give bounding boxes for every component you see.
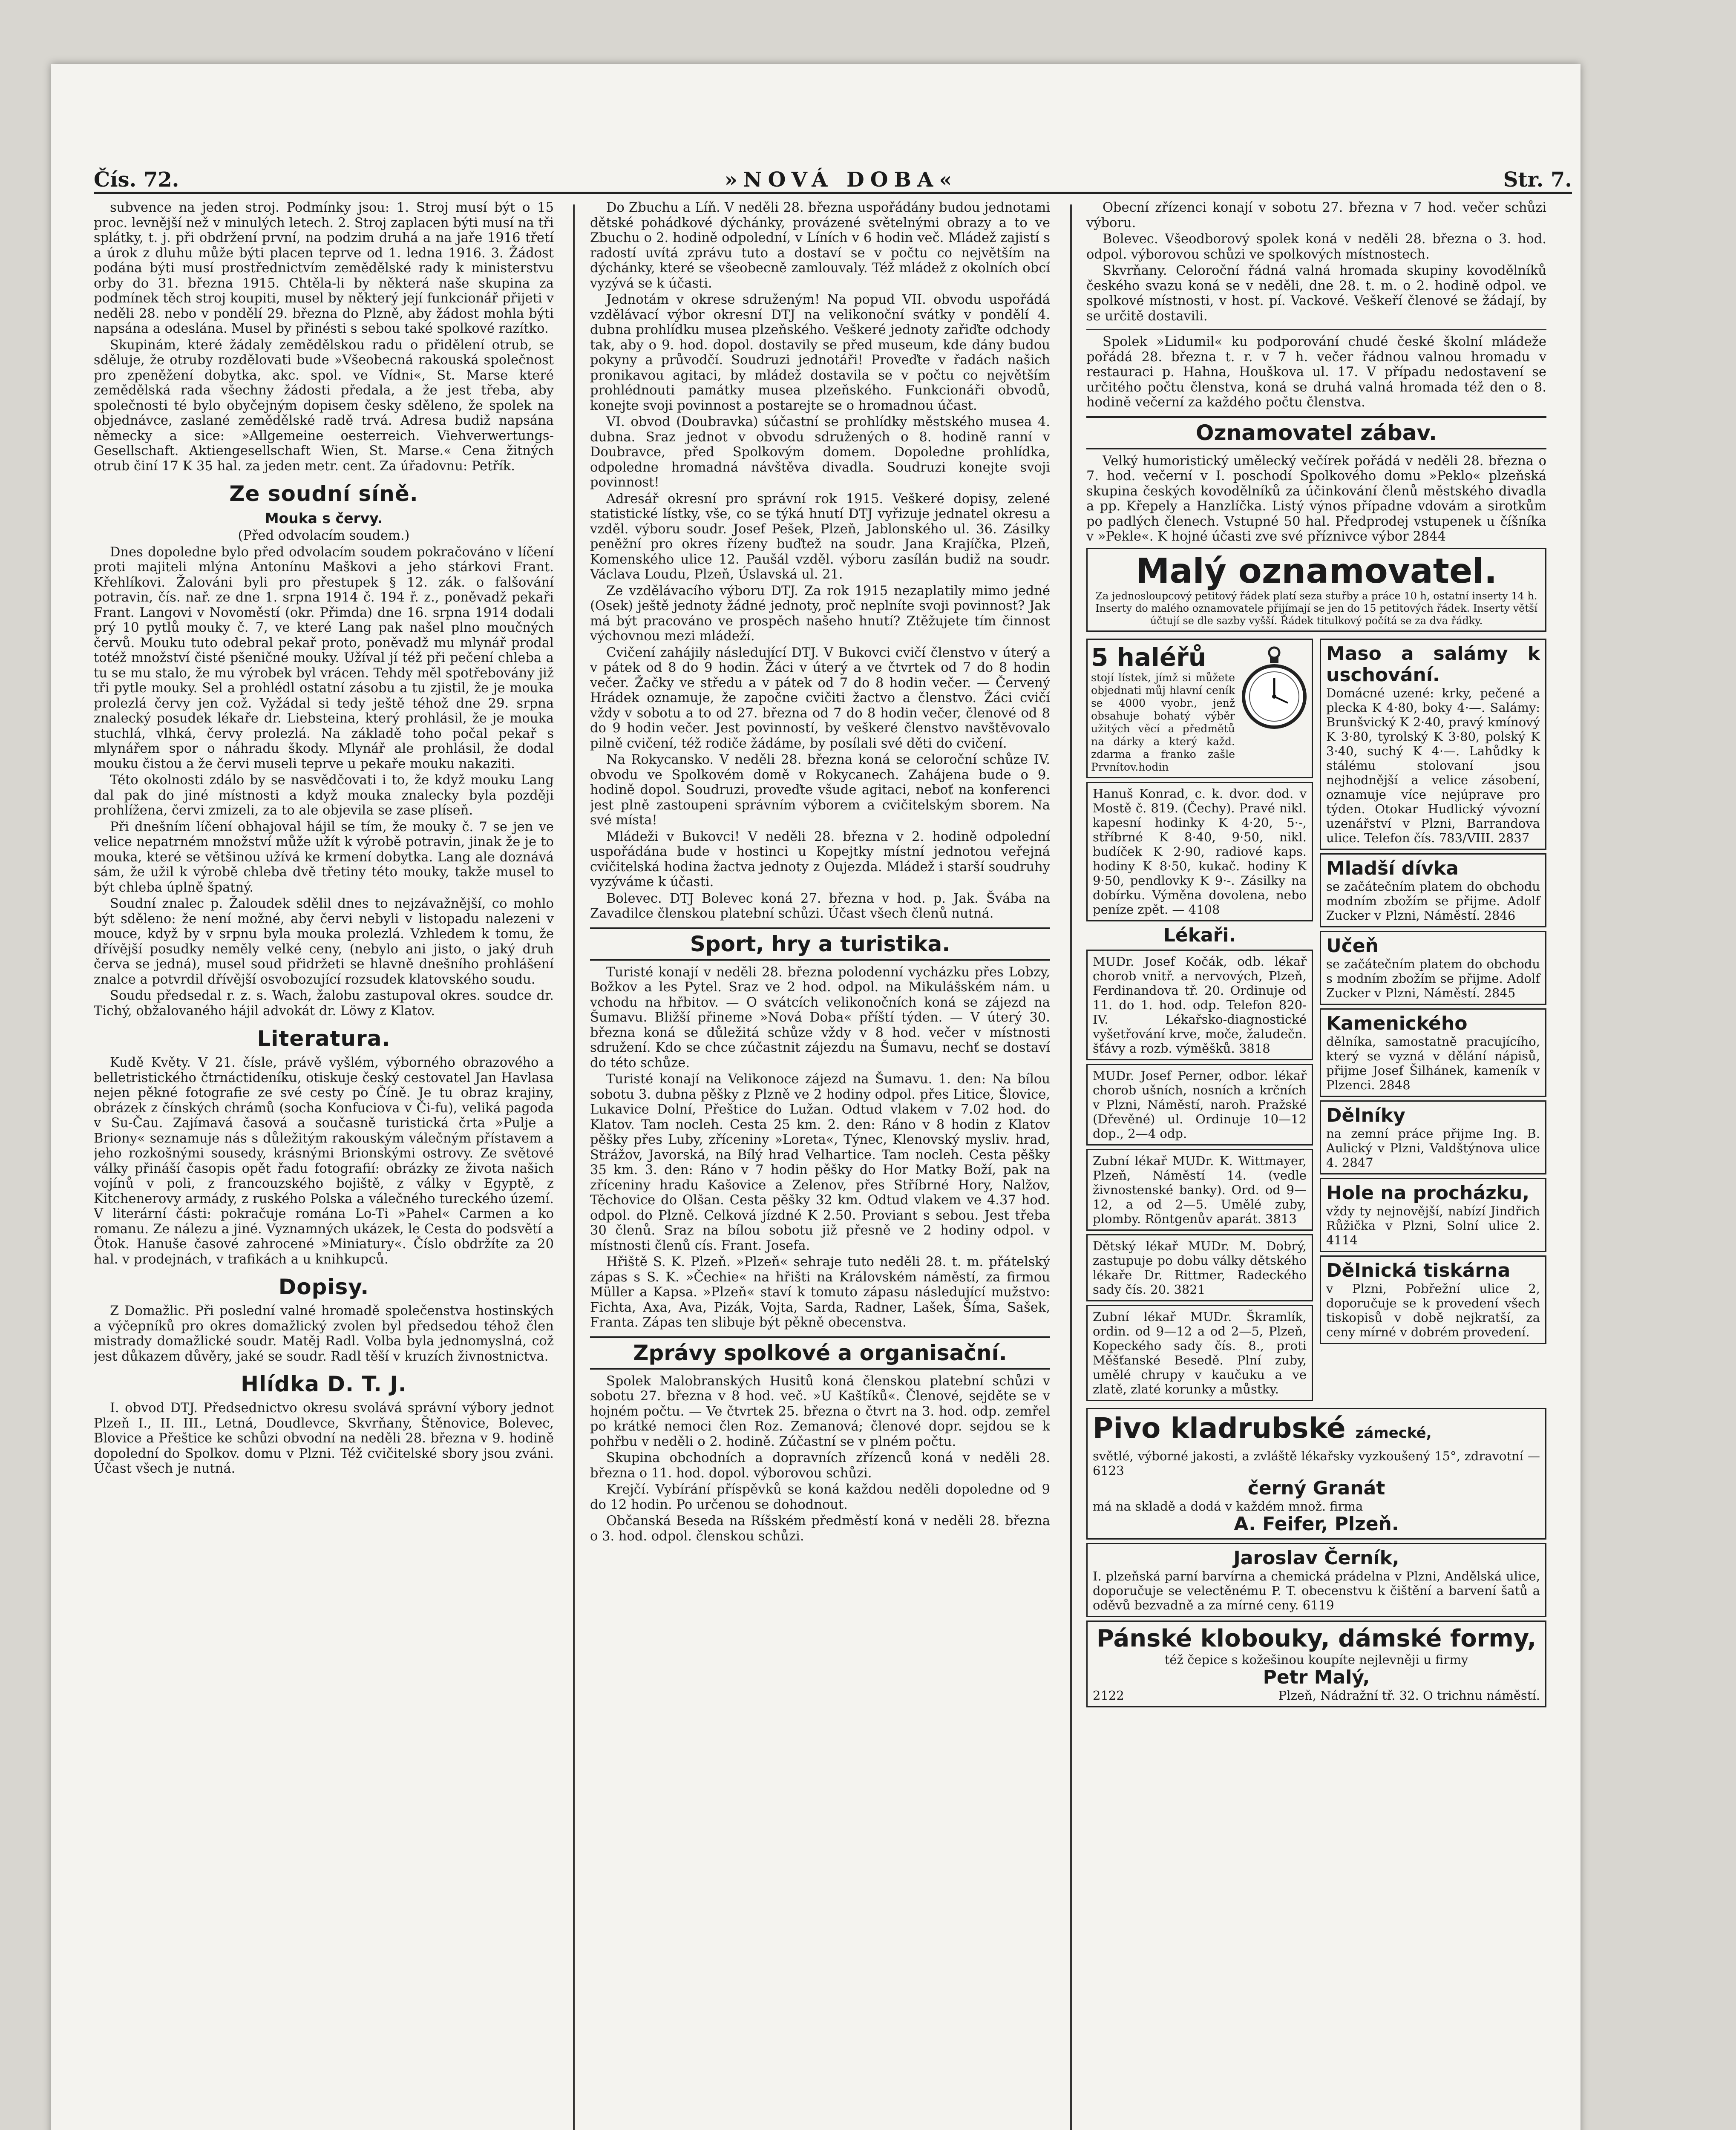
article-paragraph: Dnes dopoledne bylo před odvolacím soudem pokračováno v líčení proti majiteli mlýna Antonínu Maškovi a jeho stárkovi Frant. Křehlíkovi. Žalováni byli pro přestupek § 12. zák. o falšování potravin, čís. nař. ze dne 1. srpna 1914 č. 194 ř. z., poněvadž pekaři Frant. Langovi v Novoměstí (okr. Přimda) dne 16. srpna 1914 dodali prý 10 pytlů mouky č. 7, ve které Lang pak našel plno moučných červů. Mouku tuto odebral pekař proto, poněvadž mu mlynář prodal totéž množství čisté pšeničné mouky. Užíval jí též při pečení chleba a tu se mu stalo, že mu výrobek byl vrácen. Tehdy měl spotřebovány již tři pytle mouky. Sel a prohlédl ostatní zásobu a tu zjistil, že je mouka prolezlá červy jen což. Vyžádal si tedy ještě téhož dne 29. srpna znalecký posudek lékaře dr. Liebsteina, který prohlásil, že je mouka stuchlá, vlhká, červy prolezlá. Na základě toho počal pekař s mlynářem spor o náhradu škody. Mlynář ale prohlásil, že dodal mouku čistou a že červi museli teprve u pekaře mouku nakaziti.: [94, 544, 554, 771]
classified-rates: Za jednosloupcový petitový řádek platí seza stuřby a práce 10 h, ostatní inserty 14 h. Inserty do malého oznamovatele přijímají se jen do 15 petitových řádek. Inserty větší účtují se dle sazby vyšší. Řádek titulkový počítá se za dva řádky.: [1095, 590, 1537, 627]
article-paragraph: Skvrňany. Celoroční řádná valná hromada skupiny kovodělníků českého svazu koná se v neděli, dne 28. t. m. o 2. hodině odpol. ve spolkové místnosti, v host. pí. Vackové. Veškeří členové se žádají, by se určitě dostavili.: [1086, 263, 1546, 324]
hats-ad-address: Plzeň, Nádražní tř. 32. O trichnu náměstí.: [1278, 1688, 1540, 1703]
article-paragraph: Bolevec. DTJ Bolevec koná 27. března v hod. p. Jak. Švába na Zavadilce členskou platební schůzi. Účast všech členů nutná.: [590, 891, 1050, 921]
classified-ad: [1320, 1008, 1546, 1097]
article-paragraph: Soudu předsedal r. z. s. Wach, žalobu zastupoval okres. soudce dr. Tichý, obžalovaného hájil advokát dr. Löwy z Klatov.: [94, 988, 554, 1019]
section-heading: Oznamovatel zábav.: [1086, 416, 1546, 449]
beer-ad-sub: zámecké,: [1355, 1424, 1432, 1442]
beer-ad-text2: má na skladě a dodá v každém množ. firma: [1093, 1499, 1363, 1514]
beer-ad-name: Pivo kladrubské: [1093, 1411, 1346, 1445]
article-paragraph: Turisté konají na Velikonoce zájezd na Šumavu. 1. den: Na bílou sobotu 3. dubna pěšky z Plzně ve 2 hodiny odpol. přes Litice, Šlovice, Lukavice Dolní, Přeštice do Lužan. Odtud vlakem v 7.02 hod. do Klatov. Tam nocleh. Cesta 25 km. 2. den: Ráno v 8 hodin z Klatov pěšky přes Luby, zříceniny »Loreta«, Týnec, Klenovský mysliv. hrad, Strážov, Javorská, na Bílý hrad Velhartice. Tam nocleh. Cesta pěšky 35 km. 3. den: Ráno v 7 hodin pěšky do Hor Matky Boží, pak na zříceniny hradu Kašovice a Zelenov, přes Stříbrné Hory, Nalžov, Těchovice do Olšan. Cesta pěšky 32 km. Odtud vlakem ve 4.37 hod. odpol. do Plzně. Celková jízdné K 2.50. Proviant s sebou. Jest třeba 30 členů. Sraz na bílou sobotu již přesně ve 2 hodiny odpol. v místnosti členů cís. Frant. Josefa.: [590, 1072, 1050, 1253]
article-paragraph: Skupina obchodních a dopravních zřízenců koná v neděli 28. března o 11. hod. dopol. výborovou schůzi.: [590, 1451, 1050, 1481]
column-rule: [573, 204, 575, 2130]
ad-title: Učeň: [1326, 935, 1379, 957]
ad-title: Dělníky: [1326, 1104, 1405, 1126]
article-paragraph: Spolek Malobranských Husitů koná členskou platební schůzi v sobotu 27. března v 8 hod. več. »U Kaštíků«. Členové, sejděte se v hojném počtu. — Ve čtvrtek 25. března o čtvrt na 3. hod. odp. zemřel po krátké nemoci člen Roz. Zemanová; členové dopr. sejdou se k pohřbu v neděli o 2. hodině. Zúčastní se v plném počtu.: [590, 1373, 1050, 1449]
article-paragraph: I. obvod DTJ. Předsednictvo okresu svolává správní výbory jednot Plzeň I., II. III., Letná, Doudlevce, Skvrňany, Štěnovice, Bolevec, Blovice a Přeštice ke schůzi obvodní na neděli 28. března v 9. hodině dopolední do Spolkov. domu v Plzni. Též cvičitelské sbory jsou zváni. Účast všech je nutná.: [94, 1401, 554, 1476]
watch-ad-firm: Hanuš Konrad, c. k. dvor. dod. v Mostě č. 819. (Čechy). Pravé nikl. kapesní hodinky K 4·20, 5·-, stříbrné K 8·40, 9·50, nikl. budíček K 2·90, radiové kaps. hodiny K 8·50, kukač. hodiny K 9·50, pendlovky K 9·-. Zásilky na dobírku. Výměna dovolena, nebo peníze zpět. — 4108: [1086, 782, 1313, 921]
column-2: [590, 200, 1050, 2130]
watch-ad: [1086, 639, 1313, 778]
article-paragraph: Skupinám, které žádaly zemědělskou radu o přidělení otrub, se sděluje, že otruby rozdělovati bude »Všeobecná rakouská společnost pro zpeněžení dobytka, akc. spol. ve Vídni«, St. Marse které zemědělská rada všechny žádosti předala, a že jest třeba, aby společnosti té bylo obyčejným dopisem česky sděleno, že spolek na objednávce, zaslané zemědělské radě trvá. Adresa budiž napsána německy a sice: »Allgemeine oesterreich. Viehverwertungs-Gesellschaft. Aktiengesellschaft Wien, St. Marse.« Cena žitných otrub činí 17 K 35 hal. za jeden metr. cent. Za úřadovnu: Petřík.: [94, 337, 554, 474]
doctors-heading: Lékaři.: [1163, 924, 1236, 946]
watch-ad-text: [1091, 643, 1235, 774]
article-paragraph: Této okolnosti zdálo by se nasvědčovati i to, že když mouku Lang dal pak do jiné místnosti a když mouka znalecky byla později prohlížena, červi zmizeli, za to ale objevila se zase plíseň.: [94, 773, 554, 818]
article-paragraph: Bolevec. Všeodborový spolek koná v neděli 28. března o 3. hod. odpol. výborovou schůzi ve spolkových místnostech.: [1086, 232, 1546, 262]
article-paragraph: subvence na jeden stroj. Podmínky jsou: 1. Stroj musí být o 15 proc. levnější než v minulých letech. 2. Stroj zaplacen býti musí na tři splátky, t. j. při obdržení první, na podzim druhá a na jaře 1916 třetí a úrok z dluhu může býti placen teprve od 1. ledna 1916. 3. Žádost podána býti musí prostřednictvím zemědělské rady k ministerstvu orby do 31. března 1915. Chtěla-li by některá naše skupina za podmínek těch stroj koupiti, musel by některý její funkcionář přijeti v neděli 28. nebo v pondělí 29. března do Plzně, aby žádost mohla býti napsána a odeslána. Musel by přinésti s sebou také spolkové razítko.: [94, 200, 554, 336]
article-paragraph: Na Rokycansko. V neděli 28. března koná se celoroční schůze IV. obvodu ve Spolkovém domě v Rokycanech. Zahájena bude o 9. hodině dopol. Soudruzi, proveďte všude agitaci, neboť na konferenci jest plně zastoupeni správním výborem a cvičitelským sborem. Na své místa!: [590, 752, 1050, 828]
section-heading: Zprávy spolkové a organisační.: [590, 1336, 1050, 1370]
dyeworks-ad: [1086, 1543, 1546, 1617]
beer-ad-title: [1093, 1413, 1540, 1449]
article-paragraph: Kudě Květy. V 21. čísle, právě vyšlém, výborného obrazového a belletristického čtrnáctideníku, otiskuje český cestovatel Jan Havlasa nejen pěkné fotografie ze své cesty po Číně. Je tu obraz krajiny, obrázek z čínských chrámů (socha Konfuciova v Či-fu), veliká pagoda v Su-Čau. Zajímavá časová a současně turistická črta »Pulje a Briony« seznamuje nás s důležitým rakouským válečným přístavem a jeho rozkošnými sousedy, krásnými Brionskými ostrovy. Ze světové války přináší časopis opět řadu fotografií: obrázky ze života našich vojínů v poli, z francouzského bojiště, z války v Egyptě, z Kitchenerovy armády, z ruského Polska a válečného tureckého území. V literární části: pokračuje romána Lo-Ti »Pahel« Carmen a ko romanu. Ze nálezu a jiné. Vyznamných ukázek, le Cesta do podsvětí a Ötok. Hanuše časové zahrocené »Miniatury«. Číslo obdržíte za 20 hal. v prodejnách, v trafikách a u knihkupců.: [94, 1055, 554, 1267]
ad-text: v Plzni, Pobřežní ulice 2, doporučuje se k provedení všech tiskopisů v době nejkratší, za ceny mírné v dobrém provedení.: [1326, 1281, 1540, 1339]
ad-text: Domácné uzené: krky, pečené a plecka K 4·80, boky 4·—. Salámy: Brunšvický K 2·40, pravý kmínový K 3·80, tyrolský K 3·80, polský K 3·40, suchý K 4·—. Lahůdky k stálému stolovaní jsou nejhodnější a velice zásobení, oznamuje více nejúprave pro týden. Otokar Hudlický vývozní uzenářství v Plzni, Barrandova ulice. Telefon čís. 783/VIII. 2837: [1326, 685, 1540, 845]
classified-ad: [1320, 1178, 1546, 1252]
doctor-ad: Zubní lékař MUDr. K. Wittmayer, Plzeň, Náměstí 14. (vedle živnostenské banky). Ord. od 9—12, a od 2—5. Umělé zuby, plomby. Röntgenův aparát. 3813: [1086, 1149, 1313, 1231]
hats-ad-footer: [1093, 1688, 1540, 1703]
beer-ad-name2: černý Granát: [1247, 1477, 1385, 1499]
article-paragraph: Turisté konají v neděli 28. března polodenní vycházku přes Lobzy, Božkov a les Pytel. Sraz ve 2 hod. odpol. na Mikulášském nám. u vchodu na hřbitov. — O svátcích velikonočních koná se zájezd na Šumavu. Bližší přineme »Nová Doba« příští týden. — V úterý 30. března koná se důležitá schůze vždy v 8 hod. večer v místnosti sdružení. Kdo se chce zúčastnit zájezdu na Šumavu, nechť se dostaví do této schůze.: [590, 964, 1050, 1071]
classified-ad: [1320, 1100, 1546, 1174]
ad-title: Mladší dívka: [1326, 857, 1459, 879]
classified-title: Malý oznamovatel.: [1135, 551, 1497, 591]
article-subtitle: (Před odvolacím soudem.): [238, 528, 410, 543]
beer-ad-firm: A. Feifer, Plzeň.: [1234, 1513, 1399, 1535]
ad-text: se začátečním platem do obchodu modním zbožím se přijme. Adolf Zucker v Plzni, Náměstí. 2846: [1326, 879, 1540, 923]
watch-ad-title: 5 haléřů: [1091, 642, 1206, 672]
watch-ad-body: stojí lístek, jímž si můžete objednati můj hlavní ceník se 4000 vyobr., jenž obsahuje bohatý výběr užitých věcí a předmětů na dárky a který každ. zdarma a franko zašle Prvnítov.hodin: [1091, 671, 1235, 773]
issue-number: Čís. 72.: [94, 168, 179, 192]
hats-ad-number: 2122: [1093, 1688, 1124, 1703]
doctor-ad: Zubní lékař MUDr. Škramlík, ordin. od 9—12 a od 2—5, Plzeň, Kopeckého sady čís. 8., proti Měšťanské Besedě. Plní zuby, umělé chrupy v kaučuku a ve zlatě, zlaté korunky a můstky.: [1086, 1305, 1313, 1401]
hats-ad-title: Pánské klobouky, dámské formy,: [1096, 1624, 1537, 1652]
classified-ad: [1320, 853, 1546, 927]
ad-title: Kamenického: [1326, 1012, 1468, 1034]
ad-text: dělníka, samostatně pracujícího, který se vyzná v dělání nápisů, přijme Josef Šilhánek, kameník v Plzenci. 2848: [1326, 1034, 1540, 1092]
article-paragraph: Spolek »Lidumil« ku podporování chudé české školní mládeže pořádá 28. března t. r. v 7 h. večer řádnou valnou hromadu v restauraci p. Hahna, Houškova ul. 17. V případu nedostavení se určitého počtu členstva, koná se druhá valná hromada též den o 8. hodině večerní za každého počtu členstva.: [1086, 334, 1546, 410]
dyeworks-ad-text: I. plzeňská parní barvírna a chemická prádelna v Plzni, Andělská ulice, doporučuje se velectěnému P. T. obecenstvu k čištění a barvení šatů a oděvů bezvadně a za mírné ceny. 6119: [1093, 1569, 1540, 1612]
divider: [1086, 329, 1546, 330]
classified-ad: [1320, 931, 1546, 1005]
hats-ad: [1086, 1621, 1546, 1707]
newspaper-page: [51, 64, 1581, 2130]
doctor-ad: MUDr. Josef Perner, odbor. lékař chorob ušních, nosních a krčních v Plzni, Náměstí, naroh. Pražské (Dřevěné) ul. Ordinuje 10—12 dop., 2—4 odp.: [1086, 1064, 1313, 1146]
ads-left-column: [1086, 635, 1313, 1405]
section-heading: Sport, hry a turistika.: [590, 927, 1050, 961]
section-heading: Literatura.: [257, 1026, 391, 1051]
classified-ad: [1320, 639, 1546, 850]
ad-text: vždy ty nejnovější, nabízí Jindřich Růžička v Plzni, Solní ulice 2. 4114: [1326, 1203, 1540, 1247]
classified-ads: [1086, 635, 1546, 1405]
article-paragraph: Z Domažlic. Při poslední valné hromadě společenstva hostinských a výčepníků pro okres domažlický zvolen byl předsedou téhož člen mistrady domažlické soudr. Matěj Radl. Volba byla jednomyslná, což jest důkazem důvěry, jaké se soudr. Radl těší v kruzích živnostnictva.: [94, 1304, 554, 1364]
section-heading: Dopisy.: [278, 1275, 369, 1299]
classified-header: [1086, 548, 1546, 632]
article-paragraph: Občanská Beseda na Ríšském předměstí koná v neděli 28. března o 3. hod. odpol. členskou schůzi.: [590, 1514, 1050, 1544]
column-rule: [1070, 204, 1072, 2130]
ad-text: na zemní práce přijme Ing. B. Aulický v Plzni, Valdštýnova ulice 4. 2847: [1326, 1126, 1540, 1170]
dyeworks-ad-title: Jaroslav Černík,: [1233, 1547, 1399, 1569]
doctor-ad: MUDr. Josef Kočák, odb. lékař chorob vnitř. a nervových, Plzeň, Ferdinandova tř. 20. Ordinuje od 11. do 1. hod. odp. Telefon 820-IV. Lékařsko-diagnostické vyšetřování krve, moče, žaludečn. šťávy a rozb. výměšků. 3818: [1086, 950, 1313, 1060]
article-paragraph: Jednotám v okrese sdruženým! Na popud VII. obvodu uspořádá vzdělávací výbor okresní DTJ na velikonoční svátky v pondělí 4. dubna prohlídku musea plzeňského. Veškeré jednoty zařiďte odchody tak, aby o 9. hod. dopol. dostavily se před museum, kde dány budou pokyny a průvodčí. Soudruzi jednotáři! Proveďte v řadách našich pronikavou agitaci, by mládež dostavila se v počtu co největším prohlédnouti památky musea plzeňského. Funkcionáři obvodů, konejte svoji povinnost a postarejte se o hromadnou účast.: [590, 292, 1050, 413]
column-1: [94, 200, 554, 2130]
article-title: Mouka s červy.: [265, 510, 383, 527]
section-heading: Hlídka D. T. J.: [241, 1372, 407, 1396]
ad-text: se začátečním platem do obchodu s modním zbožím se přijme. Adolf Zucker v Plzni, Náměstí. 2845: [1326, 956, 1540, 1000]
ad-title: Dělnická tiskárna: [1326, 1259, 1511, 1281]
article-paragraph: VI. obvod (Doubravka) súčastní se prohlídky městského musea 4. dubna. Sraz jednot v obvodu sdružených o 8. hodině ranní v Doubravce, před Spolkovým domem. Dopoledne prohlídka, odpoledne hromadná návštěva divadla. Soudruzi konejte svoji povinnost!: [590, 414, 1050, 490]
article-paragraph: Obecní zřízenci konají v sobotu 27. března v 7 hod. večer schůzi výboru.: [1086, 200, 1546, 230]
article-paragraph: Do Zbuchu a Líň. V neděli 28. března uspořádány budou jednotami dětské pohádkové dýchánky, provázené světelnými obrazy a to ve Zbuchu o 2. hodině odpolední, v Líních v 6 hodin več. Mládež zajistí s radostí uvítá zprávu tuto a dostaví se v počtu co největším na dýchánky, které se všeobecně zamlouvaly. Též mládež z okolních obcí vyzývá se k účasti.: [590, 200, 1050, 291]
newspaper-title: »NOVÁ DOBA«: [724, 168, 958, 192]
pocket-watch-icon: [1240, 643, 1308, 733]
doctor-ad: Dětský lékař MUDr. M. Dobrý, zastupuje po dobu války dětského lékaře Dr. Rittmer, Radeckého sady čís. 20. 3821: [1086, 1234, 1313, 1301]
article-paragraph: Krejčí. Vybírání příspěvků se koná každou neděli dopoledne od 9 do 12 hodin. Po určenou se dohodnout.: [590, 1482, 1050, 1512]
classified-ad: [1320, 1255, 1546, 1344]
section-heading: Ze soudní síně.: [229, 481, 418, 506]
beer-ad-text: světlé, výborné jakosti, a zvláště lékařsky vyzkoušený 15°, zdravotní — 6123: [1093, 1448, 1540, 1478]
column-3: [1086, 200, 1546, 2130]
ads-right-column: [1320, 635, 1546, 1405]
hats-ad-text: též čepice s kožešinou koupíte nejlevněji u firmy: [1164, 1652, 1468, 1667]
article-paragraph: Velký humoristický umělecký večírek pořádá v neděli 28. března o 7. hod. večerní v I. poschodí Spolkového domu »Peklo« plzeňská skupina českých kovodělníků za účinkování členů městského divadla a pp. Křepely a Hanzlíčka. Listý výnos případne vdovám a sirotkům po padlých členech. Vstupné 50 hal. Předprodej vstupenek u číšníka v »Pekle«. K hojné účasti zve své příznivce výbor 2844: [1086, 453, 1546, 544]
masthead: [94, 153, 1572, 194]
article-paragraph: Adresář okresní pro správní rok 1915. Veškeré dopisy, zelené statistické lístky, vše, co se týká hnutí DTJ vyřizuje jednatel okresu a vzděl. výboru soudr. Josef Pešek, Plzeň, Jablonského ul. 36. Zásilky peněžní pro okres řízeny buďtež na soudr. Jana Krajíčka, Plzeň, Komenského ulice 12. Paušál vzděl. výboru zasílán budiž na soudr. Václava Loudu, Plzeň, Úslavská ul. 21.: [590, 491, 1050, 582]
article-paragraph: Ze vzdělávacího výboru DTJ. Za rok 1915 nezaplatily mimo jedné (Osek) ještě jednoty žádné jednoty, proč neplníte svoji povinnost? Jak má být pracováno ve prospěch našeho hnutí? Ztěžujete tím činnost výchovnou mezi mládeží.: [590, 583, 1050, 644]
article-paragraph: Cvičení zahájily následující DTJ. V Bukovci cvičí členstvo v úterý a v pátek od 8 do 9 hodin. Žáci v úterý a ve čtvrtek od 7 do 8 hodin večer. Žačky ve středu a v pátek od 7 do 8 hodin večer. — Červený Hrádek oznamuje, že započne cvičiti žactvo a členstvo. Žáci cvičí vždy v sobotu a to od 27. března od 7 do 8 hodin večer, členové od 8 do 9 hodin večer. Jest povinností, by veškeré členstvo navštěvovalo pilně cvičení, též rodiče žádáme, by posílali své děti do cvičení.: [590, 645, 1050, 751]
page-number: Str. 7.: [1503, 168, 1572, 192]
article-paragraph: Hřiště S. K. Plzeň. »Plzeň« sehraje tuto neděli 28. t. m. přátelský zápas s S. K. »Čechie« na hřišti na Královském náměstí, za firmou Müller a Kapsa. »Plzeň« staví k tomuto zápasu následující mužstvo: Fichta, Axa, Ava, Pizák, Vojta, Sarda, Radner, Lašek, Šíma, Sašek, Franta. Zápas ten slibuje být pěkně obecenstva.: [590, 1255, 1050, 1330]
ad-title: Maso a salámy k uschování.: [1326, 642, 1540, 686]
ad-title: Hole na procházku,: [1326, 1182, 1530, 1204]
hats-ad-firm: Petr Malý,: [1263, 1666, 1370, 1688]
article-paragraph: Soudní znalec p. Žaloudek sdělil dnes to nejzávažnější, co mohlo být sděleno: že není možné, aby červi nebyli v listopadu nalezeni v mouce, když by v srpnu byla mouka prolezlá. Vzhledem k tomu, že dřívější posudky neměly velké ceny, (nebylo ani jisto, o jaký druh červa se jedná), musel soud přidržeti se hlavně dnešního prohlášení znalce a potvrdil dřívější osvobozující rozsudek klatovského soudu.: [94, 896, 554, 987]
article-paragraph: Při dnešním líčení obhajoval hájil se tím, že mouky č. 7 se jen ve velice nepatrném množství může užít k výrobě potravin, jinak že je to mouka, které se většinou užívá ke krmení dobytka. Lang ale doznává sám, že užil k výrobě chleba dvě třetiny této mouky, takže musel to být chleba úplně špatný.: [94, 819, 554, 895]
beer-ad: [1086, 1408, 1546, 1540]
article-paragraph: Mládeži v Bukovci! V neděli 28. března v 2. hodině odpolední uspořádána bude v hostinci u Kopejtky místní jednotou veřejná cvičitelská hodina žactva jednoty z Oujezda. Mládež i starší soudruhy vyzýváme k účasti.: [590, 829, 1050, 889]
